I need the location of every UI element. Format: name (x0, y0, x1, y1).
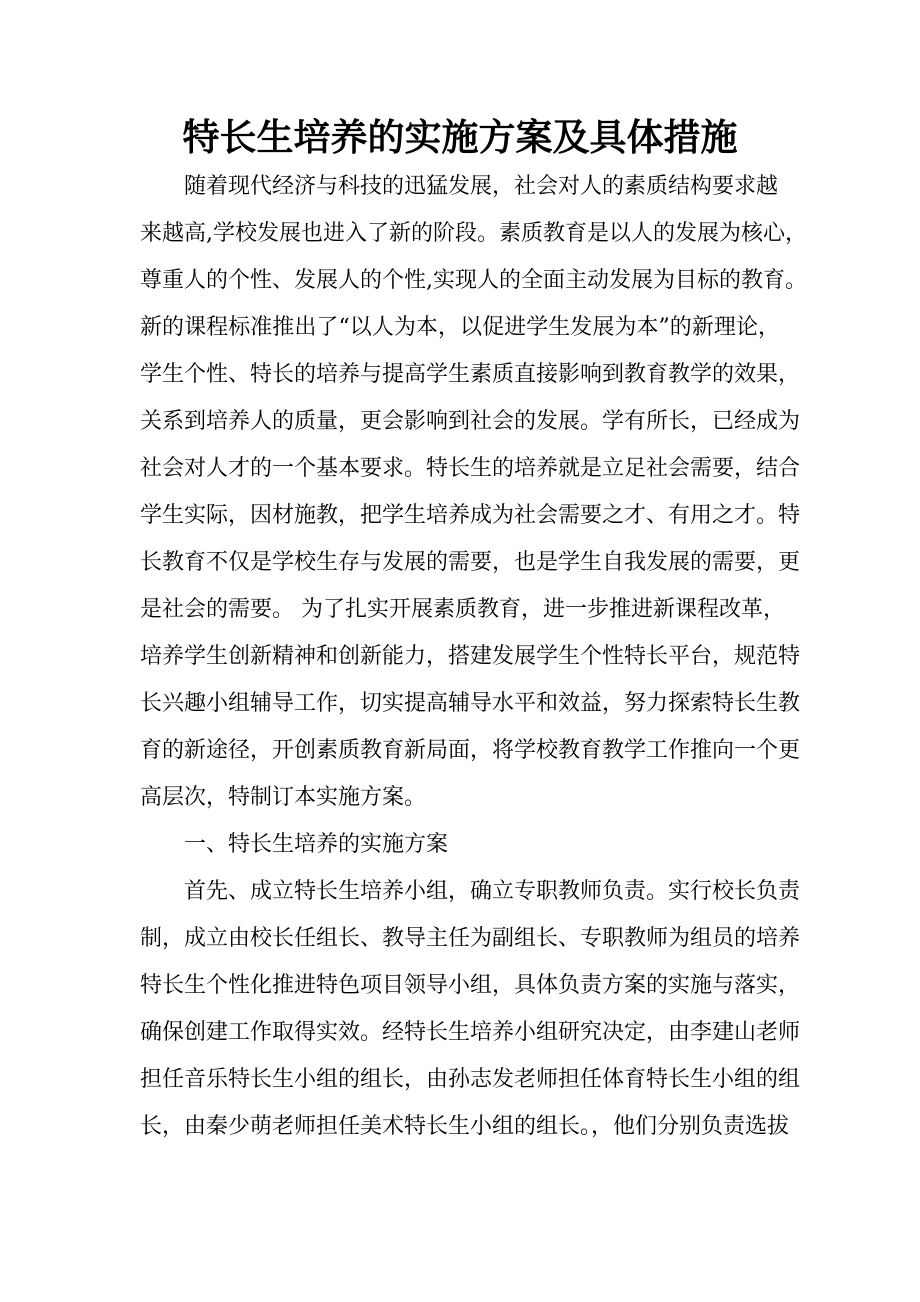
paragraph-line: 育的新途径，开创素质教育新局面，将学校教育教学工作推向一个更 (140, 738, 801, 763)
paragraph-line: 长，由秦少萌老师担任美术特长生小组的组长。，他们分别负责选拔 (140, 1114, 790, 1139)
paragraph-line: 培养学生创新精神和创新能力，搭建发展学生个性特长平台，规范特 (140, 644, 801, 669)
paragraph-line: 学生个性、特长的培养与提高学生素质直接影响到教育教学的效果， (140, 362, 801, 387)
paragraph-line: 是社会的需要。 为了扎实开展素质教育，进一步推进新课程改革， (140, 597, 785, 622)
paragraph-line: 随着现代经济与科技的迅猛发展，社会对人的素质结构要求越 (184, 174, 779, 199)
paragraph-line: 确保创建工作取得实效。经特长生培养小组研究决定，由李建山老师 (140, 1020, 801, 1045)
paragraph-line: 来越高,学校发展也进入了新的阶段。素质教育是以人的发展为核心， (140, 221, 807, 246)
paragraph-line: 首先、成立特长生培养小组，确立专职教师负责。实行校长负责 (184, 879, 801, 904)
section-heading: 一、特长生培养的实施方案 (184, 832, 449, 857)
paragraph-line: 长兴趣小组辅导工作，切实提高辅导水平和效益，努力探索特长生教 (140, 691, 801, 716)
document-title: 特长生培养的实施方案及具体措施 (182, 115, 738, 159)
paragraph-line: 新的课程标准推出了“以人为本，以促进学生发展为本”的新理论， (140, 315, 780, 340)
paragraph-line: 特长生个性化推进特色项目领导小组，具体负责方案的实施与落实， (140, 973, 801, 998)
paragraph-line: 高层次，特制订本实施方案。 (140, 785, 427, 810)
paragraph-line: 长教育不仅是学校生存与发展的需要，也是学生自我发展的需要，更 (140, 550, 801, 575)
paragraph-line: 社会对人才的一个基本要求。特长生的培养就是立足社会需要，结合 (140, 456, 801, 481)
paragraph-line: 担任音乐特长生小组的组长，由孙志发老师担任体育特长生小组的组 (140, 1067, 801, 1092)
paragraph-line: 关系到培养人的质量，更会影响到社会的发展。学有所长，已经成为 (140, 409, 801, 434)
paragraph-line: 制，成立由校长任组长、教导主任为副组长、专职教师为组员的培养 (140, 926, 801, 951)
paragraph-line: 尊重人的个性、发展人的个性,实现人的全面主动发展为目标的教育。 (140, 268, 807, 293)
paragraph-line: 学生实际，因材施教，把学生培养成为社会需要之才、有用之才。特 (140, 503, 801, 528)
